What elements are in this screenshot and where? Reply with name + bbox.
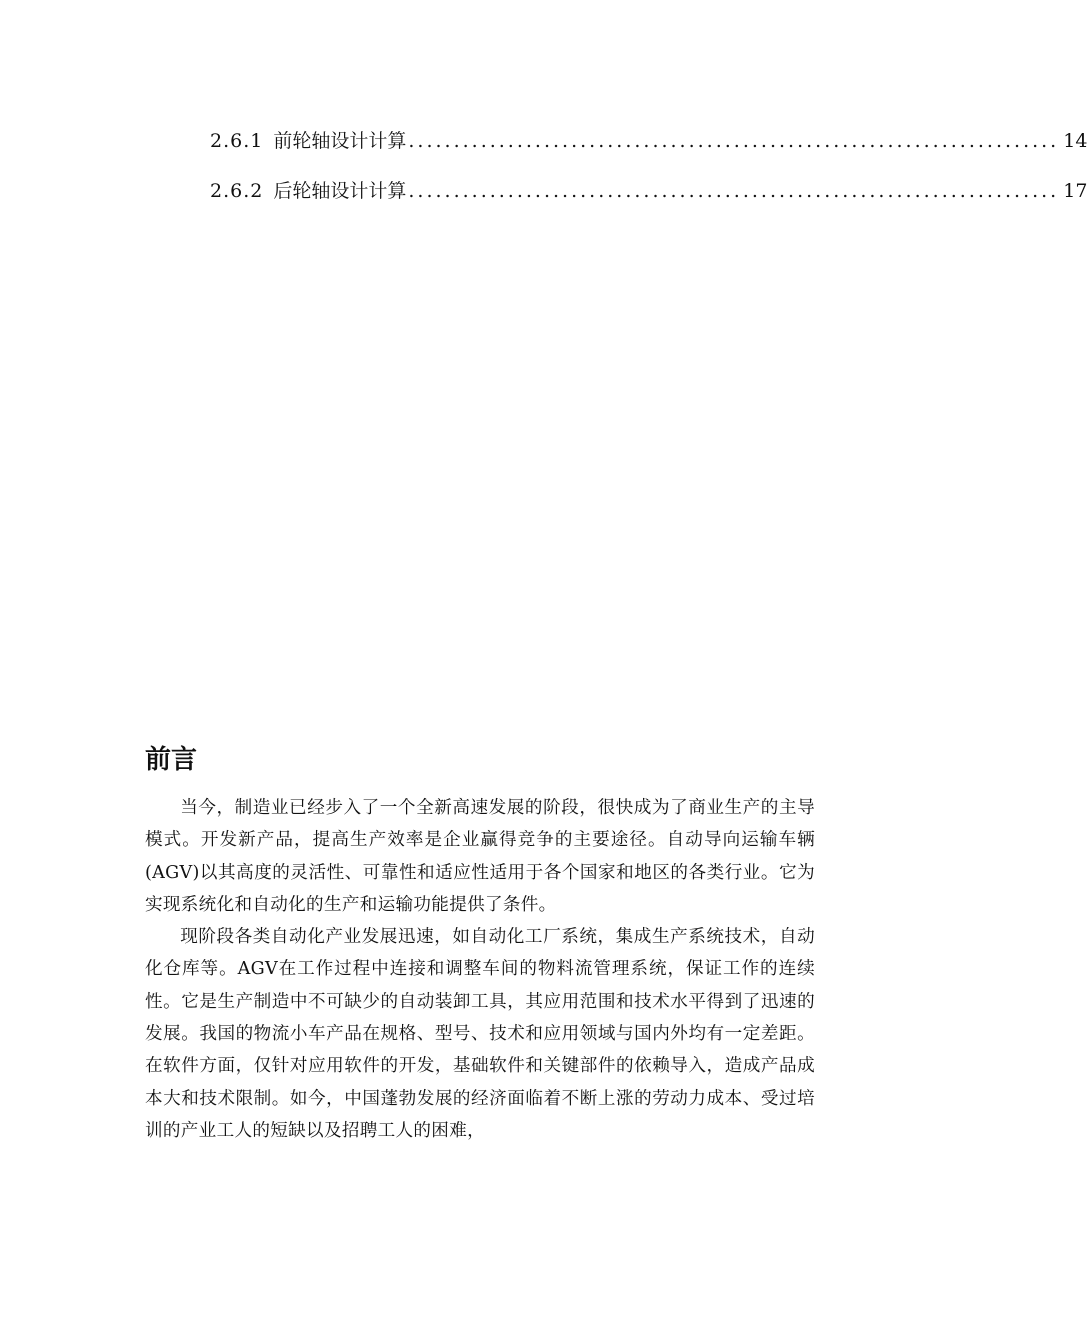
toc-entry[interactable] — [210, 176, 1087, 226]
toc-leader-dots: ........................................................................ — [408, 180, 1060, 202]
preface-section — [145, 740, 815, 1147]
toc-entry-number: 2.6.2 — [210, 180, 264, 202]
section-heading: 前言 — [145, 745, 198, 775]
toc-entry-title: 后轮轴设计计算 — [273, 180, 407, 202]
table-of-contents — [210, 126, 1087, 226]
toc-entry-page: 17 — [1063, 180, 1087, 202]
toc-entry-number: 2.6.1 — [210, 130, 264, 152]
toc-entry[interactable] — [210, 126, 1087, 176]
body-paragraph: 现阶段各类自动化产业发展迅速，如自动化工厂系统，集成生产系统技术，自动化仓库等。AGV在工作过程中连接和调整车间的物料流管理系统，保证工作的连续性。它是生产制造中不可缺少的自动装卸工具，其应用范围和技术水平得到了迅速的发展。我国的物流小车产品在规格、型号、技术和应用领域与国内外均有一定差距。在软件方面，仅针对应用软件的开发，基础软件和关键部件的依赖导入，造成产品成本大和技术限制。如今，中国蓬勃发展的经济面临着不断上涨的劳动力成本、受过培训的产业工人的短缺以及招聘工人的困难， — [145, 927, 815, 1141]
toc-entry-page: 14 — [1063, 130, 1087, 152]
toc-entry-title: 前轮轴设计计算 — [273, 130, 407, 152]
body-paragraph: 当今，制造业已经步入了一个全新高速发展的阶段，很快成为了商业生产的主导模式。开发新产品，提高生产效率是企业赢得竞争的主要途径。自动导向运输车辆(AGV)以其高度的灵活性、可靠性和适应性适用于各个国家和地区的各类行业。它为实现系统化和自动化的生产和运输功能提供了条件。 — [145, 798, 815, 915]
toc-leader-dots: ........................................................................ — [408, 130, 1060, 152]
